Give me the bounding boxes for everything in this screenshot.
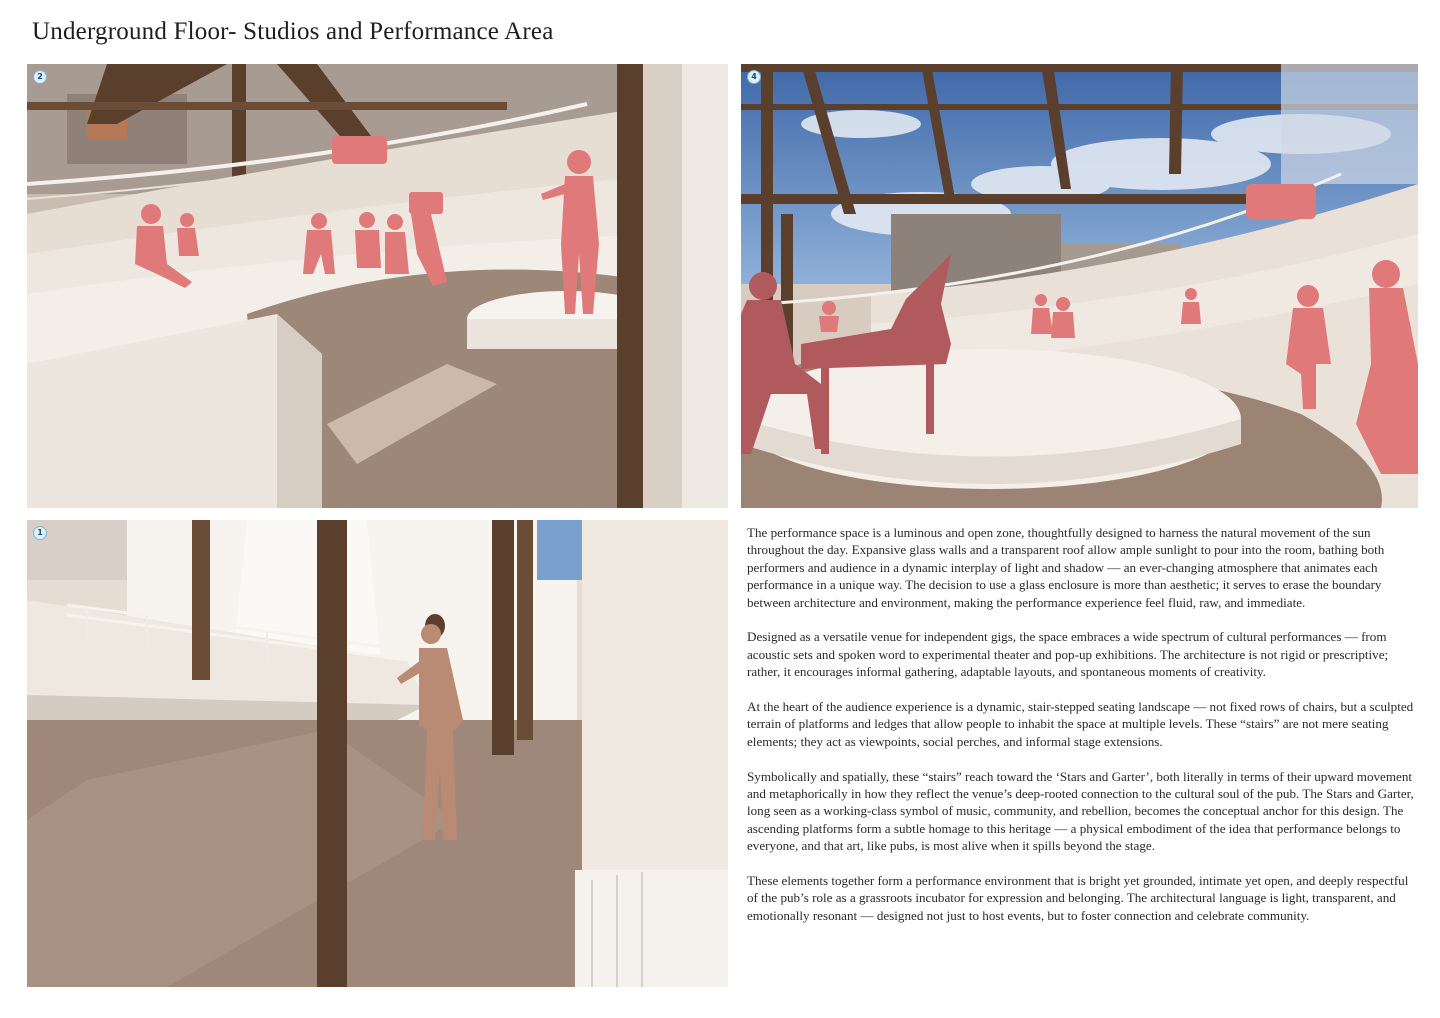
panel-number-badge: 2 [33,70,47,84]
corridor-render-graphic [27,520,728,987]
amphitheater-render-graphic [27,64,728,508]
panel-number-badge: 1 [33,526,47,540]
panel-number-badge: 4 [747,70,761,84]
description-paragraph: These elements together form a performance environment that is bright yet grounded, intimate yet open, and deeply respectful of the pub’s role as a grassroots incubator for expression and belonging. The architectural language is light, transparent, and emotionally resonant — designed not just to host events, but to foster connection and celebrate community. [747,873,1409,923]
description-paragraph: Symbolically and spatially, these “stairs” reach toward the ‘Stars and Garter’, both literally in terms of their upward movement and metaphorically in how they reflect the venue’s deep-rooted connection to the cultural soul of the pub. The Stars and Garter, long seen as a working-class symbol of music, community, and rebellion, becomes the conceptual anchor for this design. The ascending platforms form a subtle homage to this heritage — a physical embodiment of the idea that performance belongs to everyone, and that art, like pubs, is most alive when it spills beyond the stage. [747,768,1414,854]
description-paragraph: At the heart of the audience experience is a dynamic, stair-stepped seating landscape — not fixed rows of chairs, but a sculpted terrain of platforms and ledges that allow people to inhabit the space at multiple levels. These “stairs” are not mere seating elements; they act as viewpoints, social perches, and informal stage extensions. [747,699,1414,749]
render-standing-woman-corridor [27,520,728,987]
description-paragraph: Designed as a versatile venue for independent gigs, the space embraces a wide spectrum of cultural performances — from acoustic sets and spoken word to experimental theater and pop-up exhibitions. The architecture is not rigid or prescriptive; rather, it encourages informal gathering, adaptable layouts, and spontaneous moments of creativity. [747,629,1389,680]
description-text [747,524,1417,942]
glass-roof-render-graphic [741,64,1418,508]
page-title: Underground Floor- Studios and Performance Area [32,18,554,45]
description-paragraph: The performance space is a luminous and open zone, thoughtfully designed to harness the natural movement of the sun throughout the day. Expansive glass walls and a transparent roof allow ample sunlight to pour into the room, bathing both performers and audience in a dynamic interplay of light and shadow — an ever-changing atmosphere that animates each performance in a unique way. The decision to use a glass enclosure is more than aesthetic; it serves to erase the boundary between architecture and environment, making the performance experience feel fluid, raw, and immediate. [747,525,1385,610]
render-glass-roof-piano [741,64,1418,508]
render-amphitheater-seating [27,64,728,508]
